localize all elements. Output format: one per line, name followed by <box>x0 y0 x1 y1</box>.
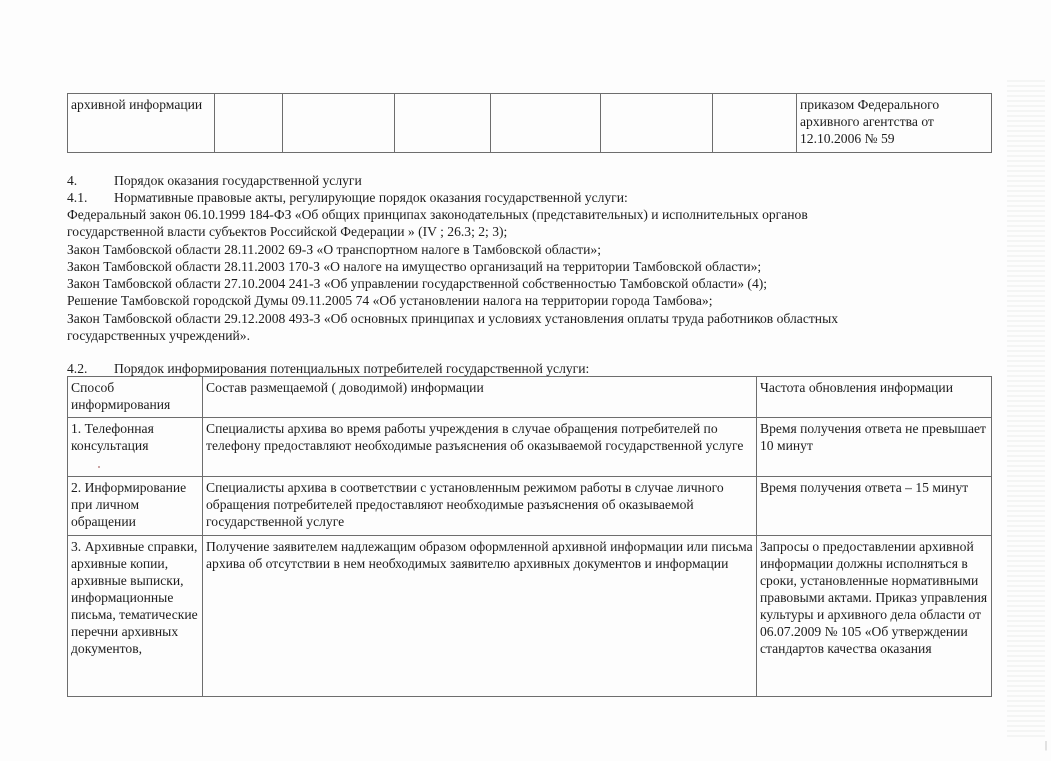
section-heading <box>67 172 362 189</box>
method-cell: 3. Архивные справки, архивные копии, архивные выписки, информационные письма, тематические перечни архивных документов, <box>68 536 203 697</box>
subsection-title: Нормативные правовые акты, регулирующие порядок оказания государственной услуги: <box>114 190 628 205</box>
legal-act-line: Решение Тамбовской городской Думы 09.11.2005 74 «Об установлении налога на территории города Тамбова»; <box>67 293 713 309</box>
subsection-number: 4.1. <box>67 190 88 205</box>
subsection-heading <box>67 360 589 377</box>
table-cell <box>601 94 713 153</box>
section-title: Порядок оказания государственной услуги <box>114 173 362 188</box>
legal-act-line: Закон Тамбовской области 28.11.2003 170-З «О налоге на имущество организаций на территории Тамбовской области»; <box>67 258 762 274</box>
content-cell: Специалисты архива в соответствии с установленным режимом работы в случае личного обращения потребителей предоставляют необходимые разъяснения об оказываемой государственной услуге <box>203 477 757 536</box>
table-cell-legal-reference: приказом Федерального архивного агентства от 12.10.2006 № 59 <box>797 94 992 153</box>
section-number: 4. <box>67 173 78 188</box>
table-cell <box>491 94 601 153</box>
subsection-title: Порядок информирования потенциальных потребителей государственной услуги: <box>114 361 590 376</box>
frequency-cell: Запросы о предоставлении архивной информации должны исполняться в сроки, установленные нормативными правовыми актами. Приказ управления культуры и архивного дела области от 06.07.2009 № 105 «Об утверждении стандартов качества оказания <box>757 536 992 697</box>
frequency-cell: Время получения ответа – 15 минут <box>757 477 992 536</box>
column-header: Состав размещаемой ( доводимой) информации <box>203 377 757 418</box>
table-row <box>68 94 992 153</box>
column-header: Частота обновления информации <box>757 377 992 418</box>
edge-mark: | <box>1044 740 1047 751</box>
legal-act-line: государственных учреждений». <box>67 328 250 344</box>
column-header: Способ информирования <box>68 377 203 418</box>
subsection-heading <box>67 189 628 206</box>
table-row <box>68 477 992 536</box>
scan-speck <box>98 466 100 468</box>
legal-act-line: Закон Тамбовской области 27.10.2004 241-З «Об управлении государственной собственностью Тамбовской области» (4); <box>67 276 768 292</box>
table-row <box>68 418 992 477</box>
table-row <box>68 536 992 697</box>
table-header-row <box>68 377 992 418</box>
legal-act-line: Закон Тамбовской области 28.11.2002 69-З «О транспортном налоге в Тамбовской области»; <box>67 241 601 257</box>
content-cell: Получение заявителем надлежащим образом оформленной архивной информации или письма архива об отсутствии в нем необходимых заявителю архивных документов и информации <box>203 536 757 697</box>
legal-act-line: Закон Тамбовской области 29.12.2008 493-З «Об основных принципах и условиях установления оплаты труда работников областных <box>67 310 838 326</box>
continued-table <box>67 93 992 153</box>
table-cell <box>713 94 797 153</box>
legal-act-line: государственной власти субъектов Российской Федерации » (IV ; 26.3; 2; 3); <box>67 224 508 240</box>
table-cell <box>215 94 283 153</box>
table-cell <box>283 94 395 153</box>
frequency-cell: Время получения ответа не превышает 10 минут <box>757 418 992 477</box>
table-cell <box>395 94 491 153</box>
bleed-through-artifact <box>1007 80 1045 740</box>
content-cell: Специалисты архива во время работы учреждения в случае обращения потребителей по телефону предоставляют необходимые разъяснения об оказываемой государственной услуге <box>203 418 757 477</box>
legal-act-line: Федеральный закон 06.10.1999 184-ФЗ «Об общих принципах законодательных (представительных) и исполнительных органов <box>67 207 808 222</box>
subsection-number: 4.2. <box>67 361 88 376</box>
table-cell: архивной информации <box>68 94 215 153</box>
method-cell: 1. Телефонная консультация <box>68 418 203 477</box>
information-table <box>67 376 992 697</box>
legal-acts-list <box>67 206 838 344</box>
method-cell: 2. Информирование при личном обращении <box>68 477 203 536</box>
